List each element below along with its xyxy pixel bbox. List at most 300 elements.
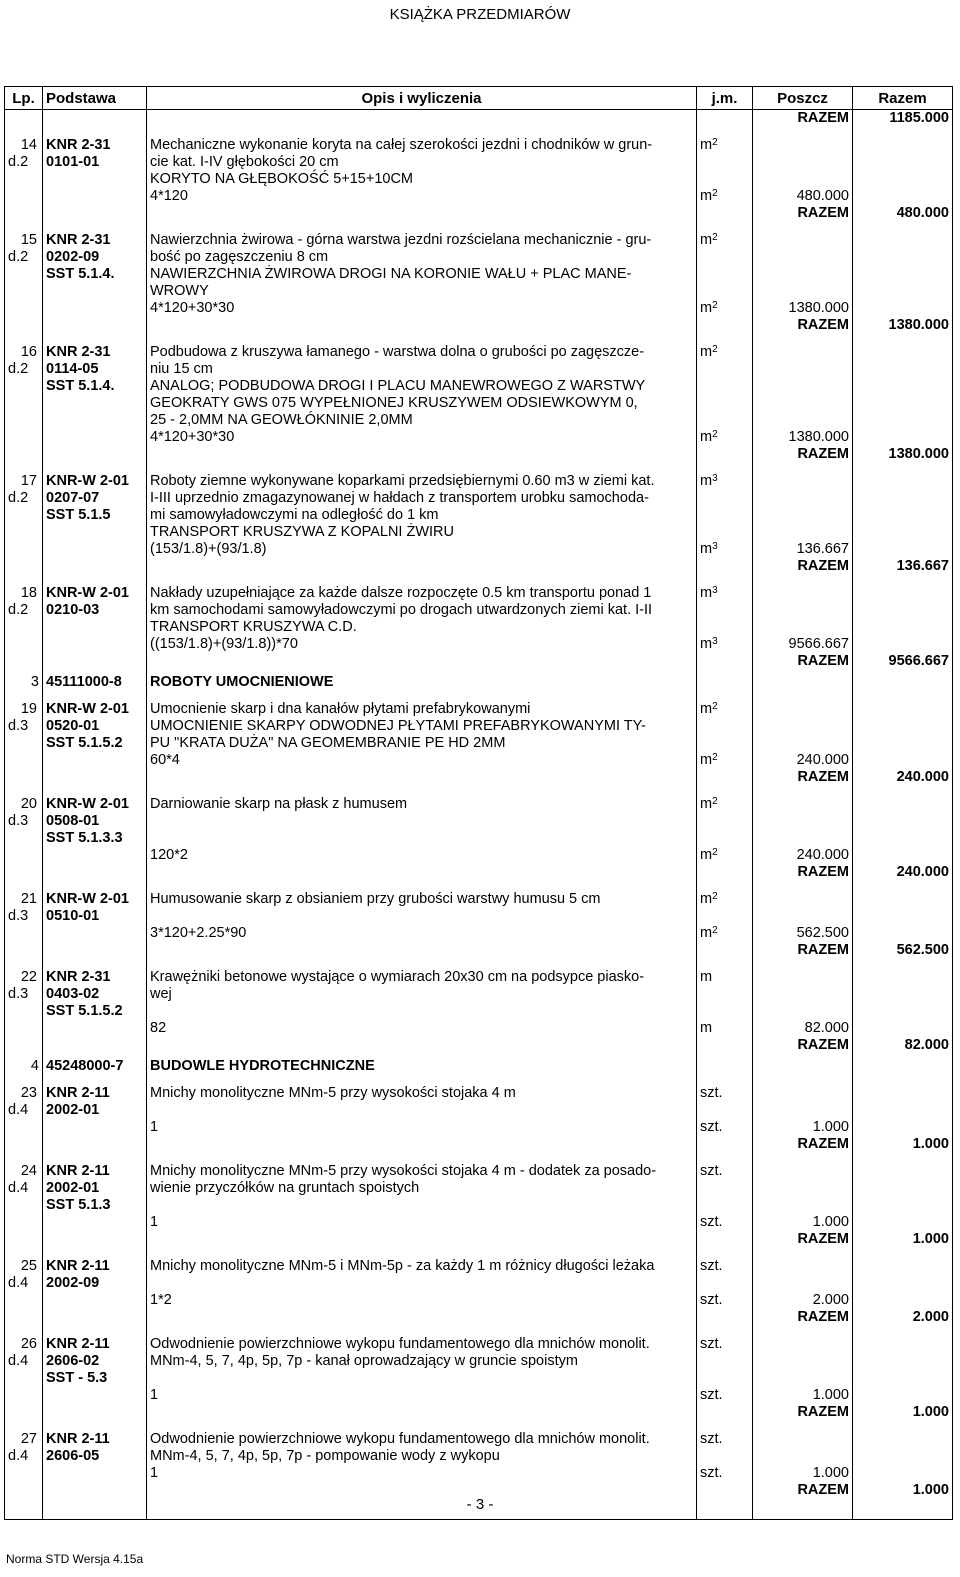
item-chapter: d.3	[8, 986, 29, 1002]
item-razem	[853, 1421, 953, 1499]
calc-unit: $m^2$	[700, 300, 718, 316]
spacer	[856, 137, 949, 154]
podstawa-line: SST 5.1.3	[46, 1197, 111, 1213]
poszcz-value: 480.000	[796, 188, 849, 204]
razem-label: RAZEM	[797, 864, 849, 880]
spacer	[756, 473, 849, 490]
podstawa-line: SST - 5.3	[46, 1370, 108, 1386]
opis-line: km samochodami samowyładowczymi po drogach utwardzonych ziemi kat. I-II	[150, 602, 653, 618]
spacer	[856, 507, 949, 524]
spacer	[700, 735, 749, 752]
podstawa-line: 2002-01	[46, 1180, 100, 1196]
calc-expression: 1	[150, 1387, 159, 1403]
poszcz-value: 2.000	[812, 1292, 849, 1308]
podstawa-line: KNR-W 2-01	[46, 473, 129, 489]
podstawa-line: 2606-05	[46, 1448, 100, 1464]
spacer	[756, 1448, 849, 1465]
item-number: 19	[20, 701, 37, 717]
item-lp	[5, 1326, 43, 1421]
opis-line: Mechaniczne wykonanie koryta na całej szerokości jezdni i chodników w grun-	[150, 137, 653, 153]
spacer	[700, 524, 749, 541]
item-number: 22	[20, 969, 37, 985]
item-chapter: d.2	[8, 490, 29, 506]
spacer	[700, 361, 749, 378]
razem-label: RAZEM	[797, 1309, 849, 1325]
opis-line	[150, 830, 693, 847]
opis-line: Nawierzchnia żwirowa - górna warstwa jezdni rozścielana mechanicznie - gru-	[150, 232, 652, 248]
poszcz-value: 82.000	[804, 1020, 849, 1036]
item-podstawa	[43, 786, 147, 881]
item-lp	[5, 691, 43, 786]
section-title: BUDOWLE HYDROTECHNICZNE	[147, 1054, 697, 1075]
item-razem	[853, 881, 953, 959]
col-poszcz: Poszcz	[753, 87, 853, 110]
spacer	[700, 986, 749, 1003]
spacer	[756, 1353, 849, 1370]
calc-unit: szt.	[700, 1292, 723, 1308]
spacer	[856, 1336, 949, 1353]
razem-value: 562.500	[896, 942, 949, 958]
spacer	[856, 154, 949, 171]
calc-expression: 4*120+30*30	[150, 300, 235, 316]
spacer	[856, 619, 949, 636]
opis-line: WROWY	[150, 283, 209, 299]
spacer	[756, 1085, 849, 1102]
item-podstawa	[43, 575, 147, 670]
podstawa-line: 2002-01	[46, 1102, 100, 1118]
spacer	[856, 1163, 949, 1180]
spacer	[856, 1119, 949, 1136]
spacer	[856, 1020, 949, 1037]
item-poszcz	[753, 1248, 853, 1326]
spacer	[756, 1258, 849, 1275]
calc-expression: 4*120	[150, 188, 188, 204]
spacer	[700, 1448, 749, 1465]
item-opis	[147, 575, 697, 670]
opis-line: ANALOG; PODBUDOWA DROGI I PLACU MANEWROWEGO Z WARSTWY	[150, 378, 646, 394]
spacer	[856, 524, 949, 541]
opis-line: MNm-4, 5, 7, 4p, 5p, 7p - pompowanie wody z wykopu	[150, 1448, 500, 1464]
spacer	[700, 718, 749, 735]
item-lp	[5, 959, 43, 1054]
header-row	[5, 87, 953, 110]
item-row	[5, 222, 953, 334]
razem-value: 1380.000	[888, 317, 949, 333]
item-number: 26	[20, 1336, 37, 1352]
spacer	[756, 378, 849, 395]
item-number: 23	[20, 1085, 37, 1101]
spacer	[856, 602, 949, 619]
poszcz-value: 240.000	[796, 847, 849, 863]
unit: $m^2$	[700, 796, 718, 812]
item-podstawa	[43, 1075, 147, 1153]
opis-line: wienie przyczółków na gruntach spoistych	[150, 1180, 420, 1196]
opis-line: PU "KRATA DUŻA" NA GEOMEMBRANIE PE HD 2MM	[150, 735, 506, 751]
spacer	[856, 718, 949, 735]
opis-line	[150, 1275, 693, 1292]
razem-value: 1.000	[912, 1136, 949, 1152]
spacer	[856, 473, 949, 490]
item-razem	[853, 575, 953, 670]
spacer	[856, 344, 949, 361]
spacer	[856, 813, 949, 830]
item-lp	[5, 1153, 43, 1248]
spacer	[756, 908, 849, 925]
page-number: - 3 -	[466, 1496, 494, 1513]
item-jm	[697, 959, 753, 1054]
item-chapter: d.4	[8, 1275, 29, 1291]
spacer	[856, 735, 949, 752]
podstawa-line: KNR 2-11	[46, 1258, 110, 1274]
poszcz-value: 1.000	[812, 1387, 849, 1403]
item-opis	[147, 1326, 697, 1421]
item-number: 15	[20, 232, 37, 248]
spacer	[756, 507, 849, 524]
item-opis	[147, 222, 697, 334]
item-row	[5, 463, 953, 575]
podstawa-line: SST 5.1.5.2	[46, 735, 123, 751]
spacer	[756, 524, 849, 541]
spacer	[856, 300, 949, 317]
spacer	[700, 395, 749, 412]
item-opis	[147, 1153, 697, 1248]
razem-value: 1185.000	[889, 110, 949, 126]
calc-expression: 1*2	[150, 1292, 172, 1308]
spacer	[756, 1370, 849, 1387]
spacer	[756, 266, 849, 283]
spacer	[856, 1214, 949, 1231]
spacer	[856, 361, 949, 378]
opis-line	[150, 908, 693, 925]
opis-line: 25 - 2,0MM NA GEOWŁÓKNINIE 2,0MM	[150, 412, 413, 428]
item-jm	[697, 881, 753, 959]
spacer	[756, 830, 849, 847]
item-poszcz	[753, 881, 853, 959]
razem-value: 1.000	[912, 1482, 949, 1498]
spacer	[856, 1258, 949, 1275]
item-podstawa	[43, 334, 147, 463]
spacer	[756, 1003, 849, 1020]
item-row	[5, 1421, 953, 1499]
item-poszcz	[753, 786, 853, 881]
spacer	[756, 701, 849, 718]
spacer	[756, 1163, 849, 1180]
podstawa-line: 0520-01	[46, 718, 100, 734]
opis-line: bość po zagęszczeniu 8 cm	[150, 249, 329, 265]
opis-line: Roboty ziemne wykonywane koparkami przedsiębiernymi 0.60 m3 w ziemi kat.	[150, 473, 655, 489]
spacer	[756, 249, 849, 266]
spacer	[856, 908, 949, 925]
item-lp	[5, 463, 43, 575]
spacer	[856, 1180, 949, 1197]
spacer	[856, 1448, 949, 1465]
section-lp: 4	[5, 1054, 43, 1075]
opis-line: GEOKRATY GWS 075 WYPEŁNIONEJ KRUSZYWEM ODSIEWKOWYM 0,	[150, 395, 638, 411]
spacer	[756, 137, 849, 154]
item-chapter: d.3	[8, 908, 29, 924]
razem-label: RAZEM	[753, 110, 853, 128]
poszcz-value: 1380.000	[788, 429, 849, 445]
item-jm	[697, 127, 753, 222]
item-poszcz	[753, 1326, 853, 1421]
item-jm	[697, 1326, 753, 1421]
opis-line	[150, 1370, 693, 1387]
razem-label: RAZEM	[797, 205, 849, 221]
spacer	[700, 813, 749, 830]
opis-line	[150, 1102, 693, 1119]
item-jm	[697, 1248, 753, 1326]
opis-line: TRANSPORT KRUSZYWA Z KOPALNI ŻWIRU	[150, 524, 454, 540]
spacer	[756, 490, 849, 507]
unit: $m^2$	[700, 891, 718, 907]
spacer	[856, 752, 949, 769]
podstawa-line: 0210-03	[46, 602, 100, 618]
podstawa-line: KNR 2-31	[46, 969, 111, 985]
section-code: 45248000-7	[43, 1054, 147, 1075]
spacer	[756, 1197, 849, 1214]
unit: szt.	[700, 1085, 723, 1101]
spacer	[856, 1085, 949, 1102]
razem-label: RAZEM	[797, 653, 849, 669]
item-razem	[853, 1075, 953, 1153]
item-razem	[853, 691, 953, 786]
razem-value: 240.000	[896, 864, 949, 880]
unit: m	[700, 969, 713, 985]
spacer	[700, 490, 749, 507]
item-podstawa	[43, 691, 147, 786]
spacer	[756, 718, 849, 735]
podstawa-line: KNR-W 2-01	[46, 585, 129, 601]
item-row	[5, 127, 953, 222]
item-podstawa	[43, 881, 147, 959]
podstawa-line: SST 5.1.4.	[46, 266, 115, 282]
spacer	[700, 830, 749, 847]
opis-line	[150, 813, 693, 830]
spacer	[856, 395, 949, 412]
item-chapter: d.4	[8, 1353, 29, 1369]
item-jm	[697, 222, 753, 334]
spacer	[856, 891, 949, 908]
calc-expression: 120*2	[150, 847, 188, 863]
unit: $m^3$	[700, 585, 718, 601]
calc-unit: szt.	[700, 1387, 723, 1403]
item-opis	[147, 463, 697, 575]
item-poszcz	[753, 691, 853, 786]
item-poszcz	[753, 127, 853, 222]
spacer	[856, 249, 949, 266]
spacer	[856, 232, 949, 249]
calc-unit: szt.	[700, 1119, 723, 1135]
item-jm	[697, 575, 753, 670]
spacer	[700, 602, 749, 619]
spacer	[700, 1370, 749, 1387]
razem-label: RAZEM	[797, 1037, 849, 1053]
item-razem	[853, 127, 953, 222]
spacer	[856, 1431, 949, 1448]
item-podstawa	[43, 959, 147, 1054]
opis-line: mi samowyładowczymi na odległość do 1 km	[150, 507, 439, 523]
podstawa-line: KNR 2-11	[46, 1085, 110, 1101]
podstawa-line: SST 5.1.3.3	[46, 830, 123, 846]
item-row	[5, 881, 953, 959]
item-poszcz	[753, 959, 853, 1054]
razem-label: RAZEM	[797, 1136, 849, 1152]
unit: szt.	[700, 1163, 723, 1179]
opis-line: Darniowanie skarp na płask z humusem	[150, 796, 408, 812]
item-chapter: d.2	[8, 361, 29, 377]
item-chapter: d.4	[8, 1180, 29, 1196]
spacer	[756, 344, 849, 361]
razem-value: 82.000	[904, 1037, 949, 1053]
col-podstawa: Podstawa	[43, 87, 147, 110]
empty-cell	[697, 670, 753, 691]
item-podstawa	[43, 1326, 147, 1421]
empty-cell	[853, 670, 953, 691]
item-number: 17	[20, 473, 37, 489]
col-razem: Razem	[853, 87, 953, 110]
unit: $m^2$	[700, 232, 718, 248]
item-razem	[853, 463, 953, 575]
unit: $m^2$	[700, 701, 718, 717]
razem-label: RAZEM	[797, 1231, 849, 1247]
spacer	[700, 1353, 749, 1370]
item-row	[5, 691, 953, 786]
item-number: 14	[20, 137, 37, 153]
calc-unit: szt.	[700, 1214, 723, 1230]
spacer	[756, 1336, 849, 1353]
razem-label: RAZEM	[797, 1404, 849, 1420]
spacer	[756, 154, 849, 171]
spacer	[756, 585, 849, 602]
item-row	[5, 786, 953, 881]
opis-line	[150, 1003, 693, 1020]
item-opis	[147, 334, 697, 463]
software-version: Norma STD Wersja 4.15a	[6, 1552, 144, 1566]
item-razem	[853, 222, 953, 334]
spacer	[856, 1197, 949, 1214]
opis-line: UMOCNIENIE SKARPY ODWODNEJ PŁYTAMI PREFABRYKOWANYMI TY-	[150, 718, 646, 734]
podstawa-line: KNR 2-11	[46, 1336, 110, 1352]
item-podstawa	[43, 127, 147, 222]
opis-line: cie kat. I-IV głębokości 20 cm	[150, 154, 339, 170]
item-poszcz	[753, 334, 853, 463]
spacer	[756, 283, 849, 300]
opis-line: TRANSPORT KRUSZYWA C.D.	[150, 619, 357, 635]
item-razem	[853, 1248, 953, 1326]
item-poszcz	[753, 222, 853, 334]
opis-line: niu 15 cm	[150, 361, 213, 377]
spacer	[700, 249, 749, 266]
item-jm	[697, 1153, 753, 1248]
section-row	[5, 1054, 953, 1075]
poszcz-value: 562.500	[796, 925, 849, 941]
podstawa-line: KNR 2-11	[46, 1431, 110, 1447]
podstawa-line: 0207-07	[46, 490, 100, 506]
calc-expression: 3*120+2.25*90	[150, 925, 247, 941]
opis-line	[150, 1197, 693, 1214]
item-opis	[147, 1248, 697, 1326]
calc-unit: $m^2$	[700, 752, 718, 768]
item-row	[5, 334, 953, 463]
item-razem	[853, 334, 953, 463]
empty-cell	[853, 1054, 953, 1075]
item-lp	[5, 1075, 43, 1153]
podstawa-line: KNR-W 2-01	[46, 701, 129, 717]
unit: szt.	[700, 1431, 723, 1447]
item-chapter: d.2	[8, 154, 29, 170]
podstawa-line: KNR 2-31	[46, 232, 111, 248]
spacer	[856, 378, 949, 395]
opis-line: Krawężniki betonowe wystające o wymiarach 20x30 cm na podsypce piasko-	[150, 969, 645, 985]
item-row	[5, 1153, 953, 1248]
spacer	[856, 1292, 949, 1309]
spacer	[700, 1180, 749, 1197]
spacer	[700, 283, 749, 300]
razem-label: RAZEM	[797, 942, 849, 958]
top-razem-row	[5, 110, 953, 128]
spacer	[756, 361, 849, 378]
spacer	[756, 1102, 849, 1119]
razem-value: 2.000	[912, 1309, 949, 1325]
spacer	[856, 171, 949, 188]
opis-line: KORYTO NA GŁĘBOKOŚĆ 5+15+10CM	[150, 171, 413, 187]
opis-line: NAWIERZCHNIA ŻWIROWA DROGI NA KORONIE WAŁU + PLAC MANE-	[150, 266, 632, 282]
spacer	[700, 1275, 749, 1292]
spacer	[856, 1102, 949, 1119]
podstawa-line: 2002-09	[46, 1275, 100, 1291]
calc-expression: (153/1.8)+(93/1.8)	[150, 541, 267, 557]
empty-cell	[697, 1054, 753, 1075]
calc-unit: szt.	[700, 1465, 723, 1481]
razem-value: 1.000	[912, 1404, 949, 1420]
podstawa-line: KNR 2-31	[46, 344, 111, 360]
item-opis	[147, 959, 697, 1054]
item-jm	[697, 1075, 753, 1153]
spacer	[756, 412, 849, 429]
section-code: 45111000-8	[43, 670, 147, 691]
podstawa-line: 0510-01	[46, 908, 100, 924]
document-title: KSIĄŻKA PRZEDMIARÓW	[389, 6, 571, 23]
spacer	[700, 266, 749, 283]
unit: szt.	[700, 1258, 723, 1274]
item-number: 16	[20, 344, 37, 360]
calc-unit: m	[700, 1020, 713, 1036]
section-row	[5, 670, 953, 691]
calc-expression: 4*120+30*30	[150, 429, 235, 445]
item-chapter: d.2	[8, 602, 29, 618]
item-razem	[853, 959, 953, 1054]
przedmiar-table	[4, 86, 953, 1520]
razem-label: RAZEM	[797, 769, 849, 785]
calc-expression: 60*4	[150, 752, 180, 768]
razem-value: 9566.667	[888, 653, 949, 669]
opis-line: Odwodnienie powierzchniowe wykopu fundamentowego dla mnichów monolit.	[150, 1336, 650, 1352]
spacer	[856, 1275, 949, 1292]
spacer	[856, 830, 949, 847]
razem-value: 1.000	[912, 1231, 949, 1247]
item-jm	[697, 1421, 753, 1499]
item-chapter: d.3	[8, 813, 29, 829]
item-podstawa	[43, 1421, 147, 1499]
spacer	[856, 847, 949, 864]
item-lp	[5, 786, 43, 881]
spacer	[856, 925, 949, 942]
calc-expression: ((153/1.8)+(93/1.8))*70	[150, 636, 298, 652]
item-row	[5, 959, 953, 1054]
spacer	[756, 232, 849, 249]
podstawa-line: 0403-02	[46, 986, 100, 1002]
spacer	[856, 1353, 949, 1370]
